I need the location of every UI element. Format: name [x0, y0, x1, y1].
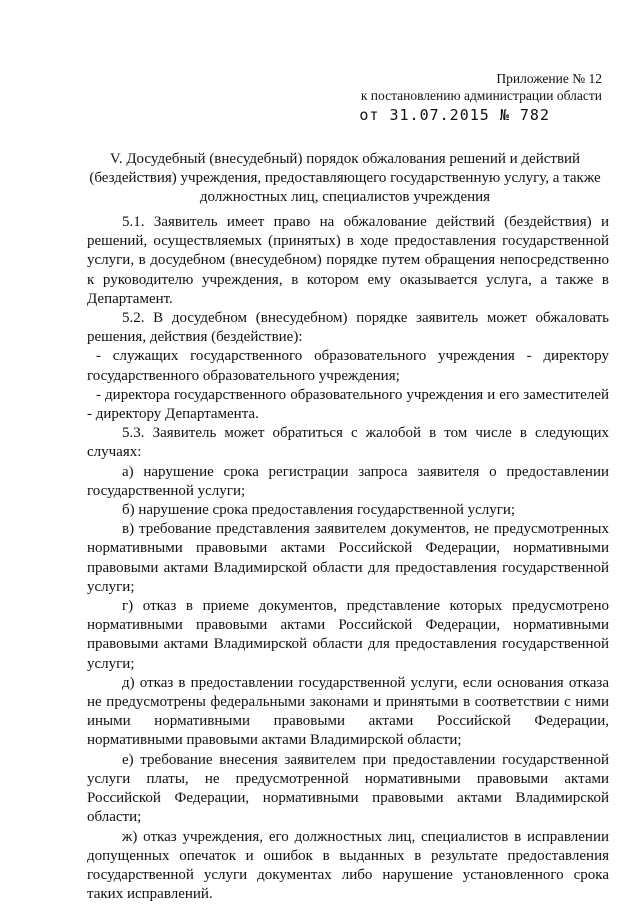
case-item-e: е) требование внесения заявителем при предоставлении государственной услуги платы, не предусмотренной нормативными правовыми актами Российской Федерации, нормативными правовыми актами Владимирской области; — [87, 751, 609, 826]
case-item-g: г) отказ в приеме документов, представление которых предусмотрено нормативными правовыми актами Российской Федерации, нормативными правовыми актами Владимирской области для предоставления государственной услуги; — [87, 598, 609, 672]
appendix-number: Приложение № 12 — [496, 71, 602, 86]
paragraph-5-1: 5.1. Заявитель имеет право на обжалование действий (бездействия) и решений, осуществляемых (принятых) в ходе предоставления государственной услуги, в досудебном (внесудебном) порядке путем обращения непосредственно к руководителю учреждения, в котором ему оказывается услуга, а также в Департамент. — [87, 214, 609, 307]
list-item-dash-1: - служащих государственного образовательного учреждения - директору государственного образовательного учреждения; — [87, 348, 609, 384]
case-item-zh: ж) отказ учреждения, его должностных лиц, специалистов в исправлении допущенных опечаток и ошибок в выданных в результате предоставления государственной услуги документах либо нарушение установленного срока таких исправлений. — [87, 828, 609, 903]
list-item-dash-2: - директора государственного образовательного учреждения и его заместителей - директору Департамента. — [87, 386, 609, 423]
appendix-header — [359, 70, 602, 124]
case-item-b: б) нарушение срока предоставления государственной услуги; — [122, 502, 516, 519]
appendix-resolution-ref: к постановлению администрации области — [360, 88, 602, 103]
paragraph-5-2: 5.2. В досудебном (внесудебном) порядке заявитель может обжаловать решения, действия (бездействие): — [87, 310, 609, 346]
date-number-stamp: от 31.07.2015 № 782 — [359, 106, 550, 124]
case-item-a: а) нарушение срока регистрации запроса заявителя о предоставлении государственной услуги; — [87, 463, 609, 499]
case-item-d: д) отказ в предоставлении государственной услуги, если основания отказа не предусмотрены федеральными законами и принятыми в соответствии с ними иными нормативными правовыми актами Российской Федерации, нормативными правовыми актами Владимирской области; — [87, 674, 609, 749]
section-title: V. Досудебный (внесудебный) порядок обжалования решений и действий (бездействия) учреждения, предоставляющего государственную услугу, а также должностных лиц, специалистов учреждения — [89, 151, 601, 205]
case-item-v: в) требование представления заявителем документов, не предусмотренных нормативными правовыми актами Российской Федерации, нормативными правовыми актами Владимирской области для предоставления государственной услуги; — [87, 521, 609, 595]
document-body — [87, 213, 609, 904]
paragraph-5-3: 5.3. Заявитель может обратиться с жалобой в том числе в следующих случаях: — [87, 425, 609, 461]
